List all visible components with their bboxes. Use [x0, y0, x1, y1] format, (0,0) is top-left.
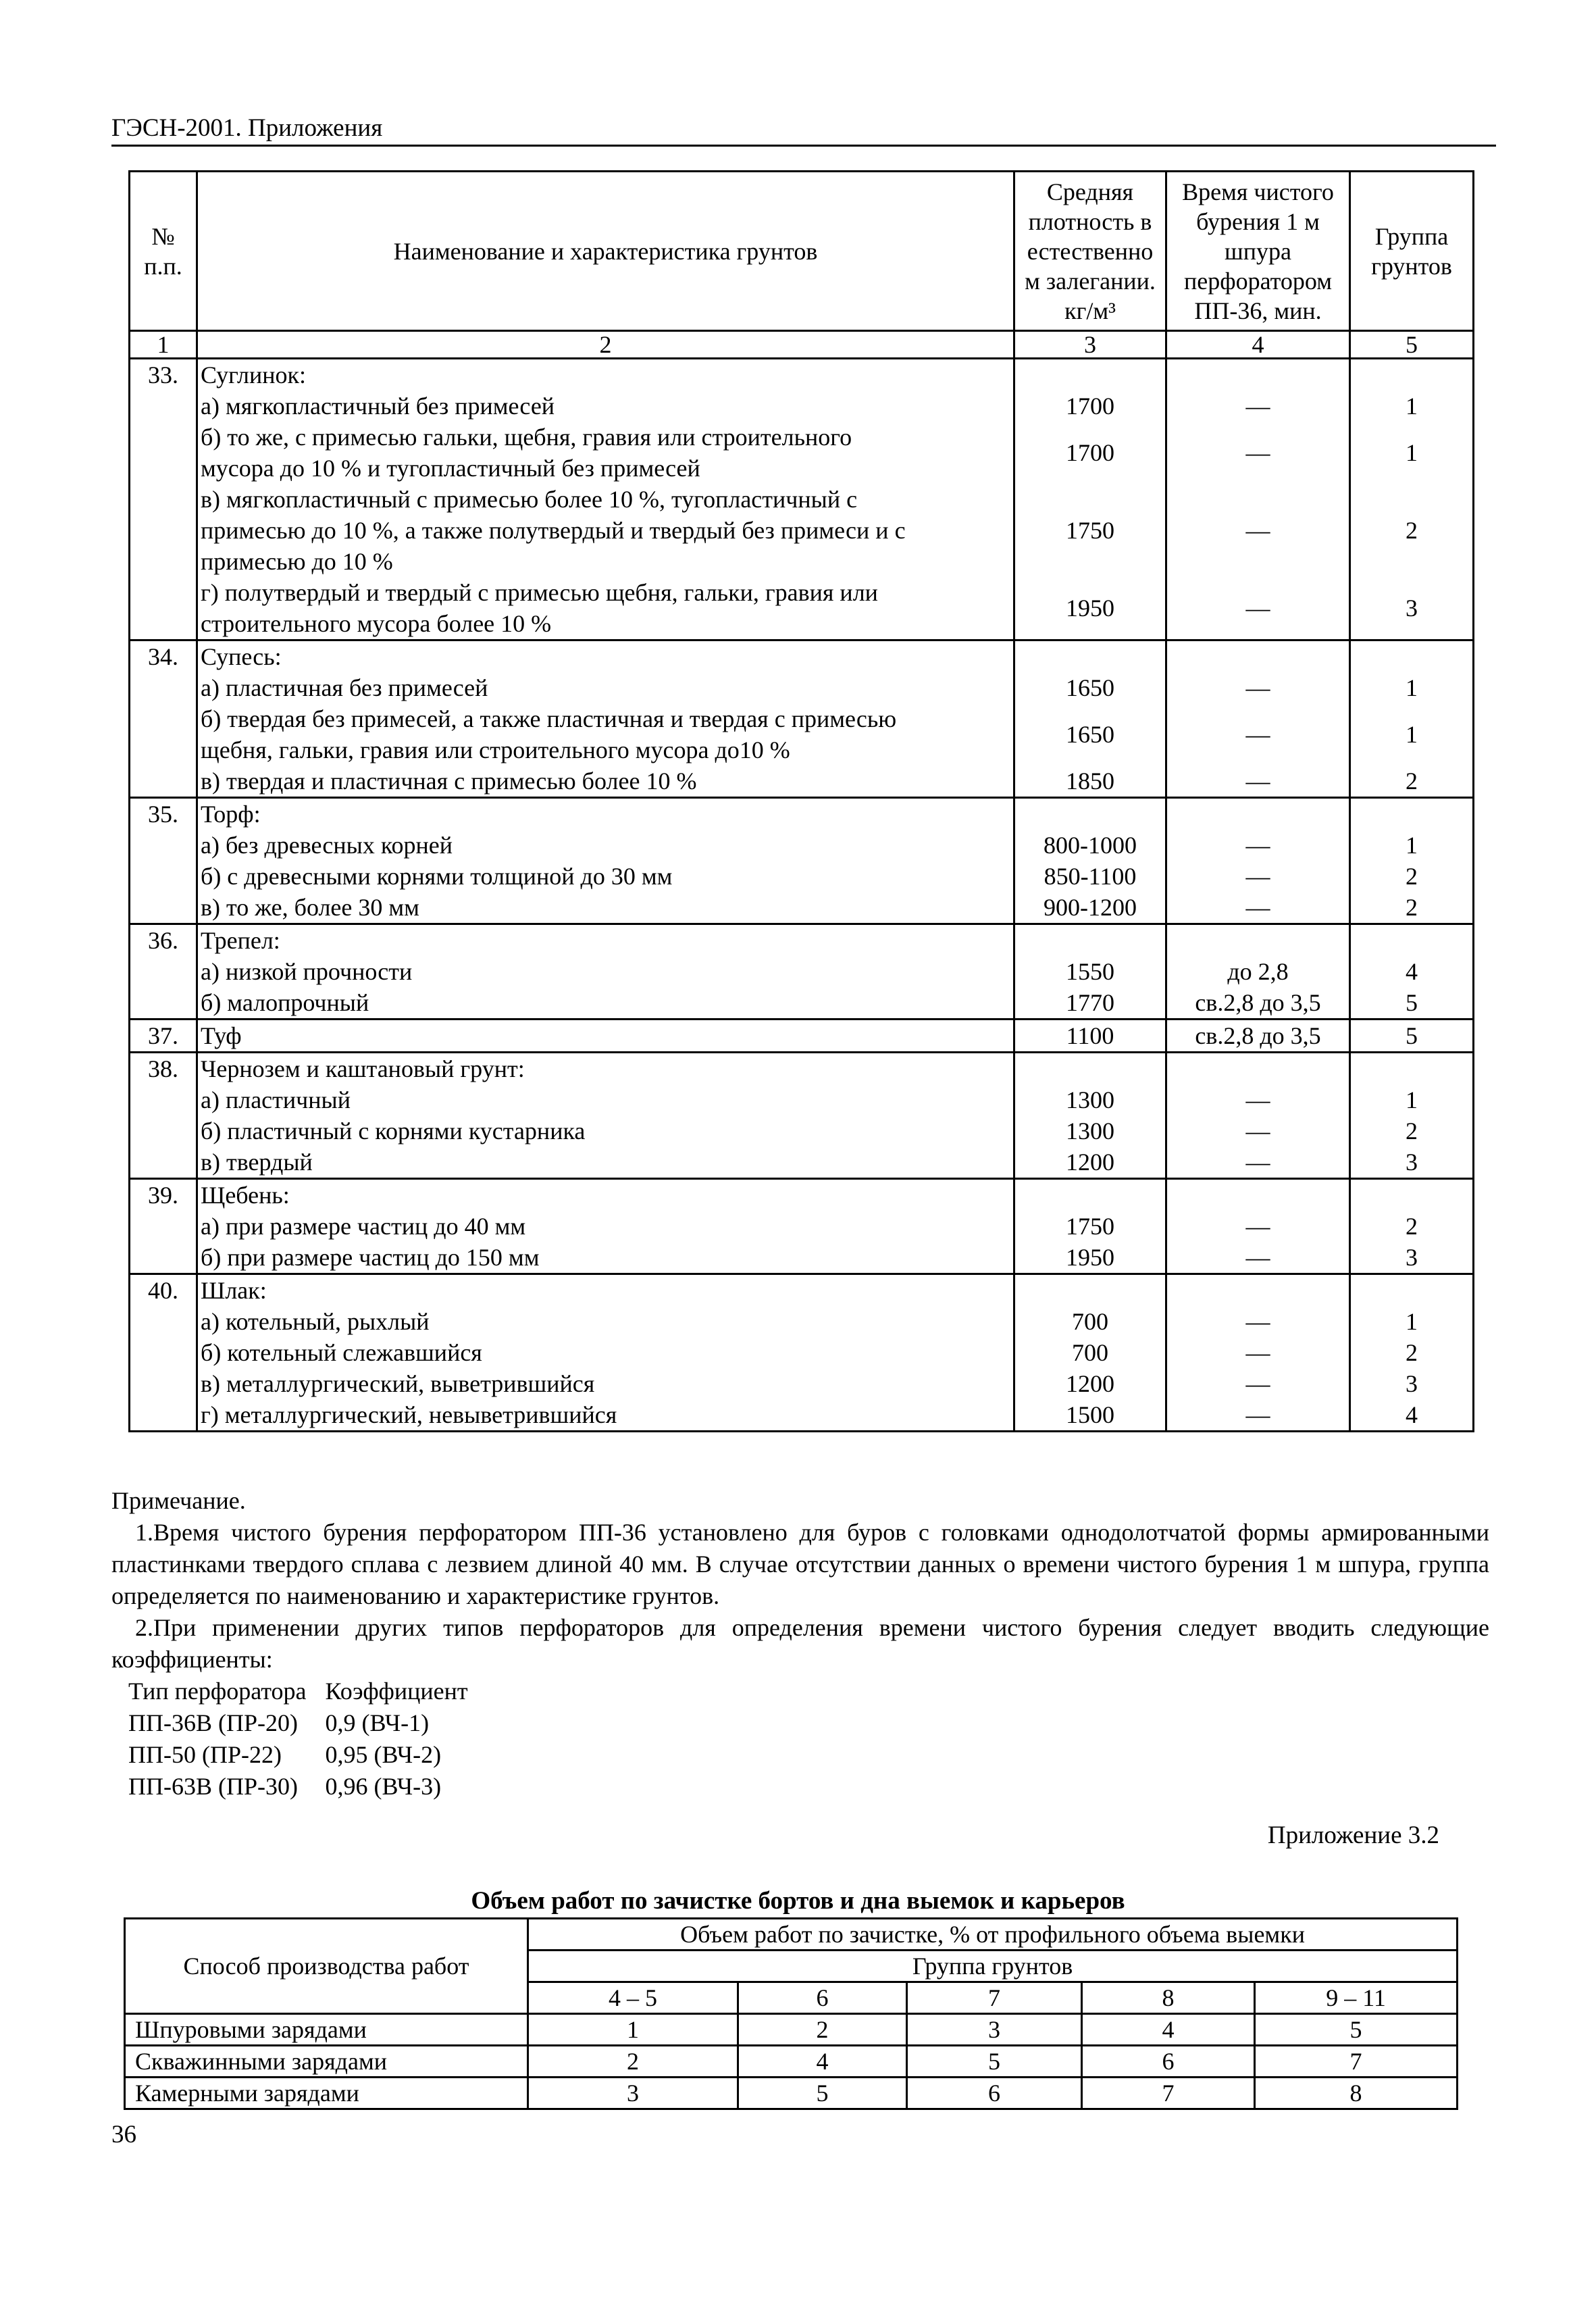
table-row [130, 1337, 1474, 1368]
table-row [130, 861, 1474, 892]
drill-time-cell: — [1166, 892, 1350, 924]
soil-group-cell: 1 [1350, 1306, 1474, 1337]
drill-time-cell: св.2,8 до 3,5 [1166, 1020, 1350, 1053]
soil-group-cell: 3 [1350, 1242, 1474, 1274]
item-number [130, 892, 197, 924]
density-cell: 1550 [1014, 956, 1166, 987]
volume-header-row [125, 1919, 1458, 1951]
soil-description: б) малопрочный [197, 987, 1014, 1020]
table-row [130, 1242, 1474, 1274]
item-number: 39. [130, 1179, 197, 1211]
drill-time-cell: — [1166, 1147, 1350, 1179]
method-cell: Шпуровыми зарядами [125, 2014, 528, 2046]
value-cell: 7 [1082, 2078, 1255, 2109]
drill-time-cell [1166, 640, 1350, 673]
soil-group-cell [1350, 1179, 1474, 1211]
table-row [130, 830, 1474, 861]
drill-time-cell: — [1166, 1084, 1350, 1115]
table-row [130, 892, 1474, 924]
soil-description: б) с древесными корнями толщиной до 30 мм [197, 861, 1014, 892]
table-row [130, 703, 1474, 765]
volume-table-title: Объем работ по зачистке бортов и дна выемок и карьеров [471, 1887, 1125, 1915]
coefficient-row [128, 1771, 487, 1803]
soil-group-cell: 2 [1350, 1337, 1474, 1368]
soil-group-cell: 1 [1350, 1084, 1474, 1115]
drill-time-cell: св.2,8 до 3,5 [1166, 987, 1350, 1020]
soil-group-cell: 1 [1350, 703, 1474, 765]
drill-time-cell: до 2,8 [1166, 956, 1350, 987]
value-cell: 7 [1255, 2046, 1458, 2078]
cleanup-volume-table [124, 1917, 1458, 2110]
density-cell [1014, 359, 1166, 391]
drill-time-cell: — [1166, 703, 1350, 765]
appendix-label: Приложение 3.2 [1267, 1821, 1439, 1849]
table-row [130, 1053, 1474, 1085]
item-number: 35. [130, 798, 197, 830]
density-cell: 1700 [1014, 422, 1166, 484]
header-name: Наименование и характеристика грунтов [197, 172, 1014, 331]
density-cell [1014, 640, 1166, 673]
table-row [130, 1211, 1474, 1242]
table-row [130, 1179, 1474, 1211]
soil-description: в) мягкопластичный с примесью более 10 %, тугопластичный с примесью до 10 %, а также полутвердый и твердый без примеси и с примесью до 10 % [197, 484, 1014, 577]
soil-characteristics-table [128, 170, 1474, 1432]
drill-time-cell [1166, 798, 1350, 830]
column-number: 2 [197, 331, 1014, 359]
column-number: 5 [1350, 331, 1474, 359]
running-header: ГЭСН-2001. Приложения [111, 114, 1496, 147]
soil-description: б) твердая без примесей, а также пластичная и твердая с примесью щебня, гальки, гравия или строительного мусора до10 % [197, 703, 1014, 765]
drill-time-cell: — [1166, 1306, 1350, 1337]
item-number: 37. [130, 1020, 197, 1053]
drill-time-cell: — [1166, 765, 1350, 798]
table-row [130, 672, 1474, 703]
table-row [130, 765, 1474, 798]
item-number [130, 1115, 197, 1147]
soil-group-cell: 1 [1350, 391, 1474, 422]
density-cell: 850-1100 [1014, 861, 1166, 892]
notes-title: Примечание. [111, 1487, 246, 1514]
soil-description: б) при размере частиц до 150 мм [197, 1242, 1014, 1274]
value-cell: 6 [1082, 2046, 1255, 2078]
drill-time-cell [1166, 1274, 1350, 1307]
table-row [130, 1368, 1474, 1399]
drill-time-cell [1166, 924, 1350, 957]
drill-time-cell: — [1166, 1242, 1350, 1274]
header-drill-time: Время чистого бурения 1 м шпура перфоратором ПП-36, мин. [1166, 172, 1350, 331]
density-cell [1014, 798, 1166, 830]
density-cell: 1650 [1014, 672, 1166, 703]
coefficient-value: 0,9 (ВЧ-1) [325, 1709, 430, 1736]
table-row [130, 1020, 1474, 1053]
item-number [130, 1399, 197, 1432]
table-row [130, 391, 1474, 422]
coefficient-header-row [128, 1676, 487, 1707]
density-cell [1014, 1274, 1166, 1307]
soil-group-cell: 3 [1350, 1147, 1474, 1179]
density-cell [1014, 1053, 1166, 1085]
coefficient-value: 0,96 (ВЧ-3) [325, 1773, 442, 1800]
item-number [130, 672, 197, 703]
table-row [130, 1399, 1474, 1432]
item-number [130, 1368, 197, 1399]
soil-group-title: Суглинок: [197, 359, 1014, 391]
item-number [130, 830, 197, 861]
soil-group-cell: 3 [1350, 1368, 1474, 1399]
drill-time-cell: — [1166, 1115, 1350, 1147]
group-value: 9 – 11 [1255, 1982, 1458, 2014]
soil-group-cell: 2 [1350, 1211, 1474, 1242]
value-cell: 3 [907, 2014, 1082, 2046]
density-cell: 1750 [1014, 484, 1166, 577]
table-row [130, 924, 1474, 957]
group-value: 8 [1082, 1982, 1255, 2014]
soil-description: а) при размере частиц до 40 мм [197, 1211, 1014, 1242]
soil-group-cell: 2 [1350, 861, 1474, 892]
soil-description: а) пластичный [197, 1084, 1014, 1115]
group-value: 6 [738, 1982, 907, 2014]
soil-group-title: Супесь: [197, 640, 1014, 673]
header-group: Группа грунтов [1350, 172, 1474, 331]
soil-group-cell: 5 [1350, 987, 1474, 1020]
density-cell: 800-1000 [1014, 830, 1166, 861]
value-cell: 5 [907, 2046, 1082, 2078]
soil-description: в) твердый [197, 1147, 1014, 1179]
method-cell: Камерными зарядами [125, 2078, 528, 2109]
table-row [130, 1274, 1474, 1307]
density-cell: 700 [1014, 1337, 1166, 1368]
density-cell: 1200 [1014, 1147, 1166, 1179]
soil-description: г) полутвердый и твердый с примесью щебня, гальки, гравия или строительного мусора более 10 % [197, 577, 1014, 640]
perforator-type: ПП-36В (ПР-20) [128, 1709, 298, 1736]
coefficient-row [128, 1707, 487, 1739]
header-density: Средняя плотность в естественно м залегании. кг/м³ [1014, 172, 1166, 331]
soil-description: б) пластичный с корнями кустарника [197, 1115, 1014, 1147]
item-number [130, 1242, 197, 1274]
drill-time-cell: — [1166, 861, 1350, 892]
coefficient-header-value: Коэффициент [325, 1678, 468, 1705]
density-cell: 900-1200 [1014, 892, 1166, 924]
value-cell: 8 [1255, 2078, 1458, 2109]
soil-group-cell: 3 [1350, 577, 1474, 640]
column-number: 3 [1014, 331, 1166, 359]
soil-group-cell: 1 [1350, 672, 1474, 703]
density-cell: 1750 [1014, 1211, 1166, 1242]
table-row [130, 987, 1474, 1020]
perforator-type: ПП-50 (ПР-22) [128, 1741, 282, 1768]
value-cell: 4 [1082, 2014, 1255, 2046]
soil-group-cell: 2 [1350, 765, 1474, 798]
soil-description: в) металлургический, выветрившийся [197, 1368, 1014, 1399]
value-cell: 2 [528, 2046, 738, 2078]
density-cell: 1950 [1014, 1242, 1166, 1274]
soil-group-cell [1350, 1274, 1474, 1307]
soil-group-cell: 4 [1350, 1399, 1474, 1432]
drill-time-cell [1166, 1179, 1350, 1211]
item-number [130, 1084, 197, 1115]
item-number [130, 765, 197, 798]
soil-group-cell [1350, 1053, 1474, 1085]
note-1: 1.Время чистого бурения перфоратором ПП-36 установлено для буров с головками однодолотчатой формы армированными пластинками твердого сплава с лезвием длиной 40 мм. В случае отсутствии данных о времени чистого бурения 1 м шпура, группа определяется по наименованию и характеристике грунтов. [111, 1519, 1489, 1609]
value-cell: 5 [738, 2078, 907, 2109]
table-row [125, 2078, 1458, 2109]
soil-description: а) мягкопластичный без примесей [197, 391, 1014, 422]
drill-time-cell: — [1166, 391, 1350, 422]
soil-description: а) пластичная без примесей [197, 672, 1014, 703]
soil-group-cell: 2 [1350, 1115, 1474, 1147]
soil-description: в) твердая и пластичная с примесью более 10 % [197, 765, 1014, 798]
soil-group-title: Шлак: [197, 1274, 1014, 1307]
method-cell: Скважинными зарядами [125, 2046, 528, 2078]
value-cell: 6 [907, 2078, 1082, 2109]
page-number: 36 [111, 2121, 136, 2148]
drill-time-cell [1166, 359, 1350, 391]
coefficient-row [128, 1739, 487, 1771]
value-cell: 3 [528, 2078, 738, 2109]
column-number: 4 [1166, 331, 1350, 359]
density-cell: 1700 [1014, 391, 1166, 422]
soil-group-cell: 1 [1350, 830, 1474, 861]
soil-group-cell: 2 [1350, 484, 1474, 577]
density-cell: 1650 [1014, 703, 1166, 765]
item-number [130, 577, 197, 640]
soil-description: г) металлургический, невыветрившийся [197, 1399, 1014, 1432]
item-number [130, 861, 197, 892]
soil-group-title: Трепел: [197, 924, 1014, 957]
table-row [130, 359, 1474, 391]
density-cell: 1500 [1014, 1399, 1166, 1432]
coefficient-table [128, 1676, 487, 1803]
density-cell: 1950 [1014, 577, 1166, 640]
table-row [130, 1084, 1474, 1115]
soil-group-cell: 2 [1350, 892, 1474, 924]
density-cell: 700 [1014, 1306, 1166, 1337]
group-value: 7 [907, 1982, 1082, 2014]
density-cell: 1100 [1014, 1020, 1166, 1053]
drill-time-cell: — [1166, 484, 1350, 577]
coefficient-value: 0,95 (ВЧ-2) [325, 1741, 442, 1768]
table-row [130, 640, 1474, 673]
density-cell [1014, 924, 1166, 957]
value-cell: 2 [738, 2014, 907, 2046]
item-number: 38. [130, 1053, 197, 1085]
drill-time-cell [1166, 1053, 1350, 1085]
drill-time-cell: — [1166, 422, 1350, 484]
item-number: 34. [130, 640, 197, 673]
header-num: № п.п. [130, 172, 197, 331]
soil-group-title: Торф: [197, 798, 1014, 830]
density-cell: 1300 [1014, 1115, 1166, 1147]
table-row [130, 422, 1474, 484]
soil-description: а) низкой прочности [197, 956, 1014, 987]
item-number [130, 484, 197, 577]
coefficient-header-type: Тип перфоратора [128, 1678, 307, 1705]
item-number [130, 703, 197, 765]
item-number [130, 391, 197, 422]
column-numbers-row [130, 331, 1474, 359]
table-row [130, 577, 1474, 640]
density-cell: 1200 [1014, 1368, 1166, 1399]
item-number [130, 1337, 197, 1368]
density-cell [1014, 1179, 1166, 1211]
drill-time-cell: — [1166, 1368, 1350, 1399]
drill-time-cell: — [1166, 577, 1350, 640]
item-number [130, 987, 197, 1020]
soil-description: б) то же, с примесью гальки, щебня, гравия или строительного мусора до 10 % и тугопластичный без примесей [197, 422, 1014, 484]
item-number: 36. [130, 924, 197, 957]
soil-group-cell: 1 [1350, 422, 1474, 484]
soil-group-title: Туф [197, 1020, 1014, 1053]
note-2: 2.При применении других типов перфораторов для определения времени чистого бурения следует вводить следующие коэффициенты: [111, 1614, 1489, 1673]
item-number [130, 1211, 197, 1242]
drill-time-cell: — [1166, 830, 1350, 861]
drill-time-cell: — [1166, 1211, 1350, 1242]
table-header-row [130, 172, 1474, 331]
soil-group-cell [1350, 798, 1474, 830]
item-number: 40. [130, 1274, 197, 1307]
table-row [125, 2014, 1458, 2046]
density-cell: 1770 [1014, 987, 1166, 1020]
group-value: 4 – 5 [528, 1982, 738, 2014]
soil-description: б) котельный слежавшийся [197, 1337, 1014, 1368]
value-cell: 1 [528, 2014, 738, 2046]
table-row [125, 2046, 1458, 2078]
soil-group-title: Чернозем и каштановый грунт: [197, 1053, 1014, 1085]
density-cell: 1300 [1014, 1084, 1166, 1115]
table-row [130, 484, 1474, 577]
table-row [130, 1306, 1474, 1337]
table-row [130, 798, 1474, 830]
notes-section [111, 1485, 1489, 1803]
soil-group-cell [1350, 640, 1474, 673]
table-row [130, 1147, 1474, 1179]
soil-group-cell: 4 [1350, 956, 1474, 987]
volume-header: Объем работ по зачистке, % от профильного объема выемки [528, 1919, 1458, 1951]
item-number [130, 422, 197, 484]
perforator-type: ПП-63В (ПР-30) [128, 1773, 298, 1800]
value-cell: 5 [1255, 2014, 1458, 2046]
drill-time-cell: — [1166, 672, 1350, 703]
soil-group-cell [1350, 359, 1474, 391]
method-header: Способ производства работ [125, 1919, 528, 2014]
item-number: 33. [130, 359, 197, 391]
soil-description: в) то же, более 30 мм [197, 892, 1014, 924]
table-row [130, 1115, 1474, 1147]
item-number [130, 1306, 197, 1337]
drill-time-cell: — [1166, 1337, 1350, 1368]
group-header: Группа грунтов [528, 1951, 1458, 1982]
drill-time-cell: — [1166, 1399, 1350, 1432]
value-cell: 4 [738, 2046, 907, 2078]
table-row [130, 956, 1474, 987]
soil-description: а) котельный, рыхлый [197, 1306, 1014, 1337]
soil-description: а) без древесных корней [197, 830, 1014, 861]
item-number [130, 956, 197, 987]
soil-group-title: Щебень: [197, 1179, 1014, 1211]
soil-group-cell: 5 [1350, 1020, 1474, 1053]
soil-group-cell [1350, 924, 1474, 957]
column-number: 1 [130, 331, 197, 359]
density-cell: 1850 [1014, 765, 1166, 798]
item-number [130, 1147, 197, 1179]
soil-table-body [130, 359, 1474, 1432]
